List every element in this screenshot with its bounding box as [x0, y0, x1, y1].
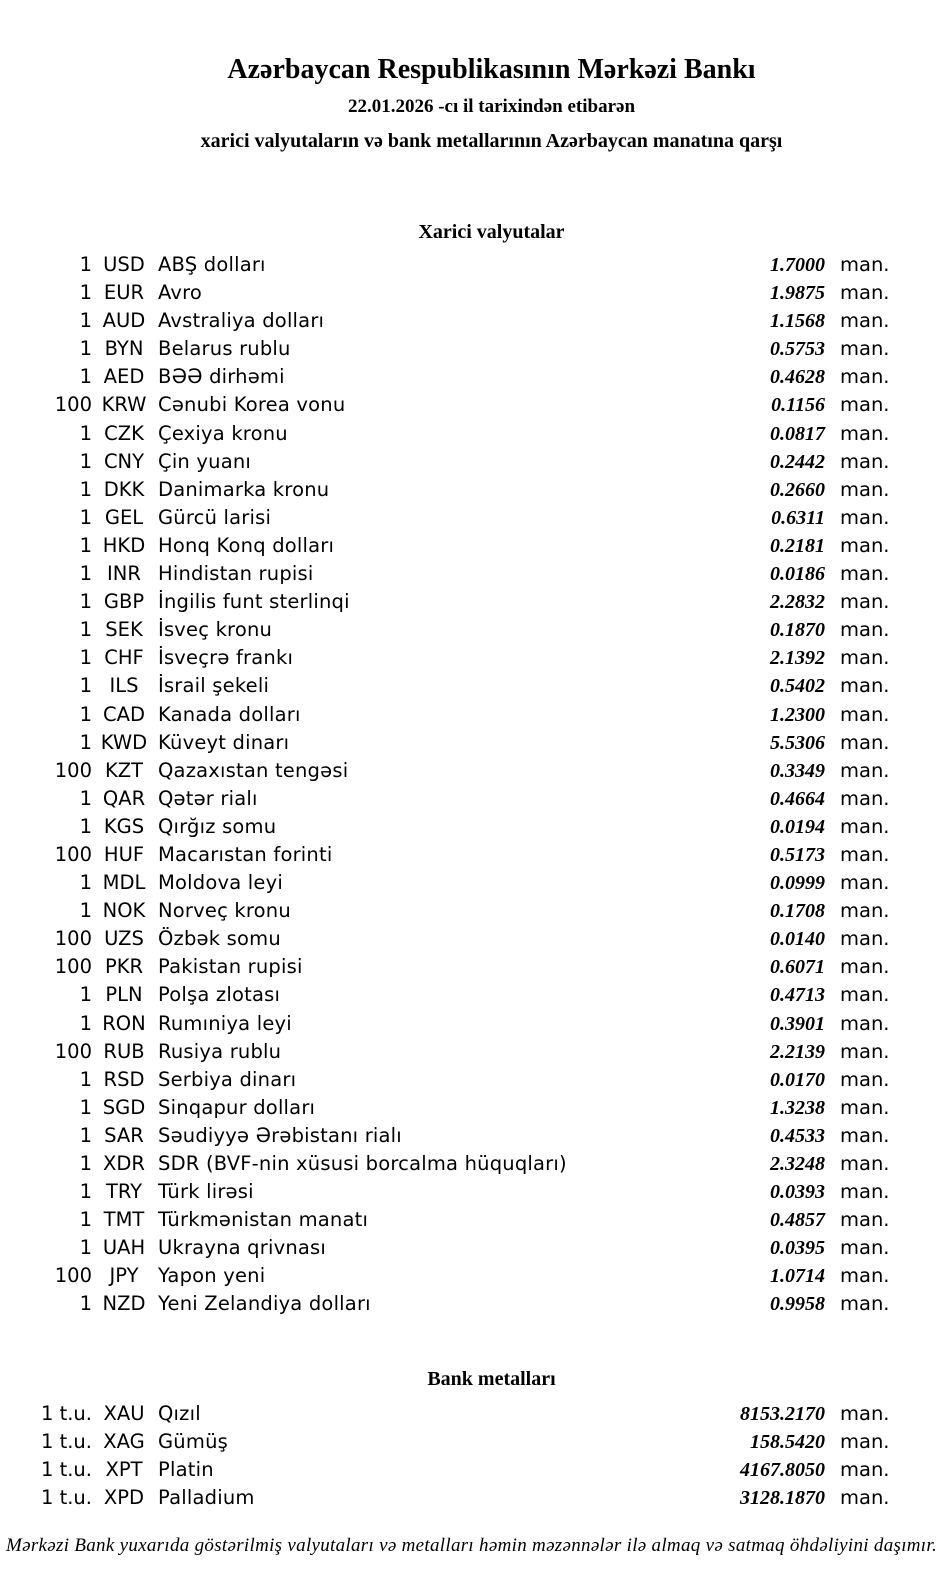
- rate-row: [0, 363, 943, 391]
- rate-row: [0, 644, 943, 672]
- currency-code: NZD: [102, 1292, 146, 1316]
- rate-value: 0.6311: [771, 506, 825, 529]
- rate-value: 0.4533: [770, 1124, 825, 1147]
- unit-label: man.: [840, 365, 890, 389]
- currency-code: BYN: [104, 337, 144, 361]
- unit-label: man.: [840, 1264, 890, 1288]
- unit-label: man.: [840, 1486, 890, 1510]
- rate-row: [0, 279, 943, 307]
- quantity: 1: [79, 1152, 92, 1175]
- currency-name: Belarus rublu: [158, 337, 291, 361]
- rate-value: 1.2300: [770, 703, 825, 726]
- rate-row: [0, 335, 943, 363]
- rate-row: [0, 1262, 943, 1290]
- currency-name: Türkmənistan manatı: [158, 1208, 369, 1232]
- rate-row: [0, 560, 943, 588]
- rate-value: 1.9875: [770, 282, 825, 305]
- quantity: 1: [79, 1180, 92, 1204]
- rate-value: 0.4628: [770, 366, 825, 389]
- unit-label: man.: [840, 590, 890, 614]
- currency-name: Özbək somu: [158, 927, 281, 951]
- currency-name: İngilis funt sterlinqi: [158, 590, 350, 614]
- unit-label: man.: [840, 1402, 890, 1425]
- unit-label: man.: [840, 337, 890, 361]
- currency-name: Qırğız somu: [158, 814, 277, 838]
- currency-code: KRW: [101, 393, 147, 417]
- currency-code: SAR: [104, 1123, 144, 1147]
- rate-value: 1.3238: [770, 1096, 825, 1119]
- quantity: 1: [79, 1123, 92, 1147]
- unit-label: man.: [840, 505, 890, 529]
- quantity: 1: [79, 562, 92, 586]
- currency-name: Rumıniya leyi: [158, 1011, 292, 1035]
- quantity: 1: [79, 730, 92, 754]
- unit-label: man.: [840, 983, 890, 1007]
- rate-row: [0, 532, 943, 560]
- currency-code: EUR: [103, 281, 145, 305]
- currency-name: Çin yuanı: [158, 449, 252, 473]
- currency-name: BƏƏ dirhəmi: [158, 365, 285, 389]
- rate-value: 0.0170: [770, 1068, 825, 1091]
- unit-label: man.: [840, 1067, 890, 1091]
- quantity: 100: [54, 758, 92, 782]
- currency-code: PKR: [104, 955, 144, 979]
- currency-code: CNY: [103, 449, 145, 473]
- unit-label: man.: [840, 674, 890, 698]
- currency-name: Rusiya rublu: [158, 1039, 282, 1063]
- currency-name: Küveyt dinarı: [158, 730, 290, 754]
- unit-label: man.: [840, 562, 890, 586]
- rate-value: 0.1708: [770, 900, 825, 923]
- currency-name: Yeni Zelandiya dolları: [158, 1292, 371, 1316]
- rate-value: 4167.8050: [740, 1459, 825, 1482]
- rate-value: 0.0395: [770, 1237, 825, 1260]
- quantity: 1: [79, 1292, 92, 1316]
- unit-label: man.: [840, 449, 890, 473]
- quantity: 1: [79, 646, 92, 670]
- currency-name: SDR (BVF-nin xüsusi borcalma hüquqları): [158, 1152, 567, 1175]
- currency-code: PLN: [105, 983, 143, 1007]
- unit-label: man.: [840, 1208, 890, 1232]
- rate-value: 0.4713: [770, 984, 825, 1007]
- currency-code: UAH: [102, 1236, 146, 1260]
- rate-value: 0.0140: [770, 928, 825, 951]
- rate-row: [0, 391, 943, 419]
- unit-label: man.: [840, 842, 890, 866]
- quantity: 1 t.u.: [40, 1430, 92, 1454]
- unit-label: man.: [840, 955, 890, 979]
- rate-row: [0, 1122, 943, 1150]
- rate-row: [0, 1484, 943, 1512]
- rate-row: [0, 1150, 943, 1178]
- quantity: 1 t.u.: [40, 1486, 92, 1510]
- rate-value: 0.1156: [771, 394, 825, 417]
- quantity: 1: [79, 253, 92, 276]
- rate-value: 0.0194: [770, 815, 825, 838]
- rate-value: 2.2832: [770, 591, 825, 614]
- rate-row: [0, 1400, 943, 1428]
- quantity: 1: [79, 477, 92, 501]
- rate-row: [0, 307, 943, 335]
- currency-name: Palladium: [158, 1486, 255, 1510]
- rate-value: 0.4857: [770, 1209, 825, 1232]
- currency-name: Kanada dolları: [158, 702, 301, 726]
- rate-row: [0, 981, 943, 1009]
- rate-value: 3128.1870: [740, 1487, 825, 1510]
- quantity: 1: [79, 983, 92, 1007]
- currency-name: Avro: [158, 281, 203, 305]
- unit-label: man.: [840, 1123, 890, 1147]
- currency-name: Platin: [158, 1458, 214, 1482]
- currency-code: HUF: [103, 842, 145, 866]
- unit-label: man.: [840, 786, 890, 810]
- currency-code: RSD: [103, 1067, 145, 1091]
- rate-row: [0, 841, 943, 869]
- currency-code: ILS: [109, 674, 139, 698]
- rate-value: 0.5753: [770, 338, 825, 361]
- currency-code: XDR: [103, 1152, 145, 1175]
- currency-name: Qazaxıstan tengəsi: [158, 758, 349, 782]
- currency-name: İsveçrə frankı: [158, 646, 294, 670]
- currency-name: Türk lirəsi: [158, 1180, 254, 1204]
- unit-label: man.: [840, 1236, 890, 1260]
- currency-code: XPD: [103, 1486, 145, 1510]
- currency-code: NOK: [102, 899, 146, 923]
- currency-code: GBP: [103, 590, 145, 614]
- unit-label: man.: [840, 1152, 890, 1175]
- currency-code: USD: [103, 253, 145, 276]
- rate-value: 0.3901: [770, 1012, 825, 1035]
- currency-code: JPY: [109, 1264, 139, 1288]
- quantity: 1: [79, 533, 92, 557]
- currency-name: Avstraliya dolları: [158, 309, 325, 333]
- unit-label: man.: [840, 393, 890, 417]
- currency-name: Norveç kronu: [158, 899, 291, 923]
- bulletin-subtitle: xarici valyutaların və bank metallarının Azərbaycan manatına qarşı: [200, 130, 783, 152]
- rate-row: [0, 757, 943, 785]
- unit-label: man.: [840, 1458, 890, 1482]
- rate-row: [0, 1456, 943, 1484]
- quantity: 1: [79, 449, 92, 473]
- currency-code: UZS: [104, 927, 144, 951]
- rate-row: [0, 616, 943, 644]
- currency-name: Macarıstan forinti: [158, 842, 333, 866]
- currency-name: Gümüş: [158, 1430, 228, 1454]
- currency-name: Pakistan rupisi: [158, 955, 303, 979]
- currency-name: ABŞ dolları: [158, 253, 266, 276]
- rate-row: [0, 1428, 943, 1456]
- rate-row: [0, 504, 943, 532]
- metals-table: [0, 1400, 943, 1512]
- unit-label: man.: [840, 309, 890, 333]
- quantity: 1: [79, 590, 92, 614]
- currency-code: RUB: [103, 1039, 145, 1063]
- currency-code: CHF: [104, 646, 144, 670]
- currency-code: KWD: [100, 730, 148, 754]
- quantity: 1: [79, 421, 92, 445]
- currency-code: INR: [107, 562, 141, 586]
- quantity: 1: [79, 1208, 92, 1232]
- unit-label: man.: [840, 927, 890, 951]
- rate-row: [0, 953, 943, 981]
- rate-row: [0, 925, 943, 953]
- rate-value: 0.2660: [770, 478, 825, 501]
- rate-row: [0, 672, 943, 700]
- currency-name: Hindistan rupisi: [158, 562, 314, 586]
- unit-label: man.: [840, 281, 890, 305]
- currency-name: Danimarka kronu: [158, 477, 330, 501]
- rate-row: [0, 1066, 943, 1094]
- unit-label: man.: [840, 1095, 890, 1119]
- quantity: 100: [54, 1264, 92, 1288]
- currency-code: SGD: [102, 1095, 146, 1119]
- quantity: 1: [79, 1095, 92, 1119]
- quantity: 1: [79, 674, 92, 698]
- rate-row: [0, 1178, 943, 1206]
- rate-row: [0, 1038, 943, 1066]
- rate-value: 0.4664: [770, 787, 825, 810]
- unit-label: man.: [840, 1430, 890, 1454]
- unit-label: man.: [840, 421, 890, 445]
- currency-code: XAG: [103, 1430, 145, 1454]
- quantity: 1: [79, 1067, 92, 1091]
- currencies-section-heading: Xarici valyutalar: [418, 221, 565, 243]
- unit-label: man.: [840, 702, 890, 726]
- currency-name: Polşa zlotası: [158, 983, 281, 1007]
- currency-code: DKK: [103, 477, 145, 501]
- currency-name: Sinqapur dolları: [158, 1095, 316, 1119]
- rate-value: 2.3248: [770, 1153, 825, 1175]
- currency-name: Yapon yeni: [158, 1264, 266, 1288]
- currency-code: MDL: [102, 871, 146, 895]
- unit-label: man.: [840, 477, 890, 501]
- rate-value: 1.0714: [770, 1265, 825, 1288]
- quantity: 1: [79, 1236, 92, 1260]
- rate-row: [0, 729, 943, 757]
- currency-code: KGS: [103, 814, 145, 838]
- quantity: 1 t.u.: [40, 1402, 92, 1425]
- quantity: 100: [54, 393, 92, 417]
- bank-title: Azərbaycan Respublikasının Mərkəzi Bankı: [227, 54, 756, 85]
- unit-label: man.: [840, 1039, 890, 1063]
- rate-value: 0.9958: [770, 1293, 825, 1316]
- currency-code: QAR: [102, 786, 146, 810]
- currency-name: Serbiya dinarı: [158, 1067, 297, 1091]
- unit-label: man.: [840, 730, 890, 754]
- currency-name: Çexiya kronu: [158, 421, 288, 445]
- currency-name: Honq Konq dolları: [158, 533, 335, 557]
- currency-code: GEL: [104, 505, 144, 529]
- rate-value: 8153.2170: [740, 1403, 825, 1425]
- rate-row: [0, 1234, 943, 1262]
- currency-name: İsveç kronu: [158, 618, 273, 642]
- quantity: 1 t.u.: [40, 1458, 92, 1482]
- rate-row: [0, 785, 943, 813]
- currency-code: RON: [102, 1011, 146, 1035]
- rate-value: 5.5306: [770, 731, 825, 754]
- rate-value: 0.2442: [770, 450, 825, 473]
- currency-name: Qızıl: [158, 1402, 201, 1425]
- currency-code: CAD: [103, 702, 145, 726]
- unit-label: man.: [840, 1180, 890, 1204]
- rate-value: 158.5420: [750, 1431, 825, 1454]
- unit-label: man.: [840, 533, 890, 557]
- currency-name: Ukrayna qrivnası: [158, 1236, 327, 1260]
- currency-code: XAU: [103, 1402, 145, 1425]
- quantity: 100: [54, 955, 92, 979]
- quantity: 1: [79, 899, 92, 923]
- currency-code: HKD: [102, 533, 146, 557]
- rate-row: [0, 588, 943, 616]
- unit-label: man.: [840, 646, 890, 670]
- effective-date-line: 22.01.2026 -cı il tarixindən etibarən: [347, 96, 636, 117]
- rate-value: 0.0186: [770, 563, 825, 586]
- unit-label: man.: [840, 1292, 890, 1316]
- unit-label: man.: [840, 899, 890, 923]
- rate-value: 1.7000: [770, 254, 825, 276]
- quantity: 100: [54, 1039, 92, 1063]
- rate-row: [0, 869, 943, 897]
- rate-value: 0.2181: [770, 534, 825, 557]
- quantity: 1: [79, 618, 92, 642]
- currency-code: KZT: [104, 758, 144, 782]
- rate-row: [0, 448, 943, 476]
- rate-value: 0.0817: [770, 422, 825, 445]
- currency-name: Cənubi Korea vonu: [158, 393, 346, 417]
- rate-value: 2.2139: [770, 1040, 825, 1063]
- rate-row: [0, 897, 943, 925]
- rate-value: 0.5173: [770, 843, 825, 866]
- rate-value: 0.6071: [770, 956, 825, 979]
- quantity: 1: [79, 365, 92, 389]
- rate-value: 2.1392: [770, 647, 825, 670]
- rate-row: [0, 813, 943, 841]
- quantity: 1: [79, 1011, 92, 1035]
- unit-label: man.: [840, 253, 890, 276]
- rate-value: 0.3349: [770, 759, 825, 782]
- rate-row: [0, 1010, 943, 1038]
- currencies-table: [0, 251, 943, 1319]
- quantity: 1: [79, 702, 92, 726]
- unit-label: man.: [840, 814, 890, 838]
- metals-section-heading: Bank metalları: [427, 1368, 556, 1390]
- currency-code: TRY: [105, 1180, 143, 1204]
- rate-row: [0, 1094, 943, 1122]
- quantity: 100: [54, 927, 92, 951]
- rate-row: [0, 1206, 943, 1234]
- rate-row: [0, 1290, 943, 1318]
- quantity: 1: [79, 309, 92, 333]
- currency-code: TMT: [103, 1208, 145, 1232]
- rate-value: 0.5402: [770, 675, 825, 698]
- disclaimer-note: Mərkəzi Bank yuxarıda göstərilmiş valyutaları və metalları həmin məzənnələr ilə almaq və satmaq öhdəliyini daşımır.: [5, 1535, 938, 1556]
- rate-row: [0, 701, 943, 729]
- quantity: 1: [79, 871, 92, 895]
- currency-code: XPT: [105, 1458, 143, 1482]
- rate-row: [0, 251, 943, 279]
- quantity: 1: [79, 337, 92, 361]
- rate-value: 0.0393: [770, 1181, 825, 1204]
- currency-name: Səudiyyə Ərəbistanı rialı: [158, 1123, 402, 1147]
- quantity: 100: [54, 842, 92, 866]
- rate-value: 1.1568: [770, 310, 825, 333]
- unit-label: man.: [840, 618, 890, 642]
- rate-value: 0.1870: [770, 619, 825, 642]
- quantity: 1: [79, 505, 92, 529]
- currency-code: AUD: [102, 309, 146, 333]
- unit-label: man.: [840, 758, 890, 782]
- unit-label: man.: [840, 871, 890, 895]
- currency-name: Gürcü larisi: [158, 505, 272, 529]
- unit-label: man.: [840, 1011, 890, 1035]
- rate-value: 0.0999: [770, 872, 825, 895]
- currency-code: AED: [103, 365, 145, 389]
- currency-code: SEK: [105, 618, 143, 642]
- rate-row: [0, 420, 943, 448]
- currency-name: Moldova leyi: [158, 871, 283, 895]
- rate-row: [0, 476, 943, 504]
- quantity: 1: [79, 814, 92, 838]
- currency-name: İsrail şekeli: [158, 674, 270, 698]
- currency-name: Qətər rialı: [158, 786, 258, 810]
- quantity: 1: [79, 281, 92, 305]
- quantity: 1: [79, 786, 92, 810]
- currency-code: CZK: [104, 421, 144, 445]
